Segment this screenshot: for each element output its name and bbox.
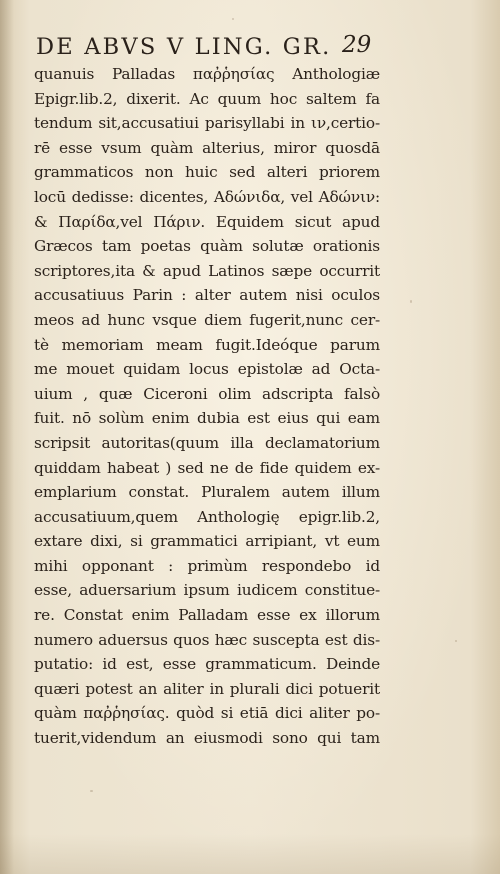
text-line: meos ad hunc vsque diem fugerit,nunc cer- bbox=[34, 310, 380, 329]
text-line: scripsit autoritas(quum illa declamatorium bbox=[34, 433, 380, 452]
text-line: quiddam habeat ) sed ne de fide quidem ex- bbox=[34, 458, 380, 477]
text-line: tendum sit,accusatiui parisyllabi in ιν,certio- bbox=[34, 114, 380, 133]
text-line: Græcos tam poetas quàm solutæ orationis bbox=[34, 237, 380, 256]
bottom-shade bbox=[0, 834, 500, 874]
text-line: quæri potest an aliter in plurali dici potuerit bbox=[34, 679, 380, 698]
text-line: re. Constat enim Palladam esse ex illorum bbox=[34, 606, 380, 625]
text-line: quàm παῤῥησίας. quòd si etiā dici aliter po- bbox=[34, 704, 380, 723]
text-line: grammaticos non huic sed alteri priorem bbox=[34, 163, 380, 182]
text-line: rē esse vsum quàm alterius, miror quosdā bbox=[34, 138, 380, 157]
text-line: scriptores,ita & apud Latinos sæpe occurrit bbox=[34, 261, 380, 280]
text-line: accusatiuus Parin : alter autem nisi oculos bbox=[34, 286, 380, 305]
spine-shadow bbox=[0, 0, 14, 874]
text-line: numero aduersus quos hæc suscepta est dis- bbox=[34, 630, 380, 649]
text-line: quanuis Palladas παῤῥησίας Anthologiæ bbox=[34, 65, 380, 83]
page-number: 29 bbox=[342, 32, 372, 58]
running-head: DE ABVS V LING. GR. bbox=[36, 34, 332, 60]
text-line: Epigr.lib.2, dixerit. Ac quum hoc saltem fa bbox=[34, 89, 380, 108]
text-line: & Παρίδα,vel Πάριν. Equidem sicut apud bbox=[34, 212, 380, 231]
text-block bbox=[34, 62, 380, 751]
text-line: fuit. nō solùm enim dubia est eius qui eam bbox=[34, 409, 380, 428]
text-line: accusatiuum,quem Anthologię epigr.lib.2, bbox=[34, 507, 380, 526]
text-line: locū dedisse: dicentes, Αδώνιδα, vel Αδώνιν: bbox=[34, 187, 380, 206]
text-line: uium , quæ Ciceroni olim adscripta falsò bbox=[34, 384, 380, 403]
text-line: extare dixi, si grammatici arripiant, vt eum bbox=[34, 532, 380, 551]
text-line: tuerit,videndum an eiusmodi sono qui tam bbox=[34, 729, 380, 748]
text-line: tè memoriam meam fugit.Ideóque parum bbox=[34, 335, 380, 354]
text-line: me mouet quidam locus epistolæ ad Octa- bbox=[34, 360, 380, 379]
text-line: putatio: id est, esse grammaticum. Deinde bbox=[34, 655, 380, 674]
text-line: esse, aduersarium ipsum iudicem constitue- bbox=[34, 581, 380, 600]
text-line: mihi opponant : primùm respondebo id bbox=[34, 556, 380, 575]
text-line: emplarium constat. Pluralem autem illum bbox=[34, 483, 380, 502]
